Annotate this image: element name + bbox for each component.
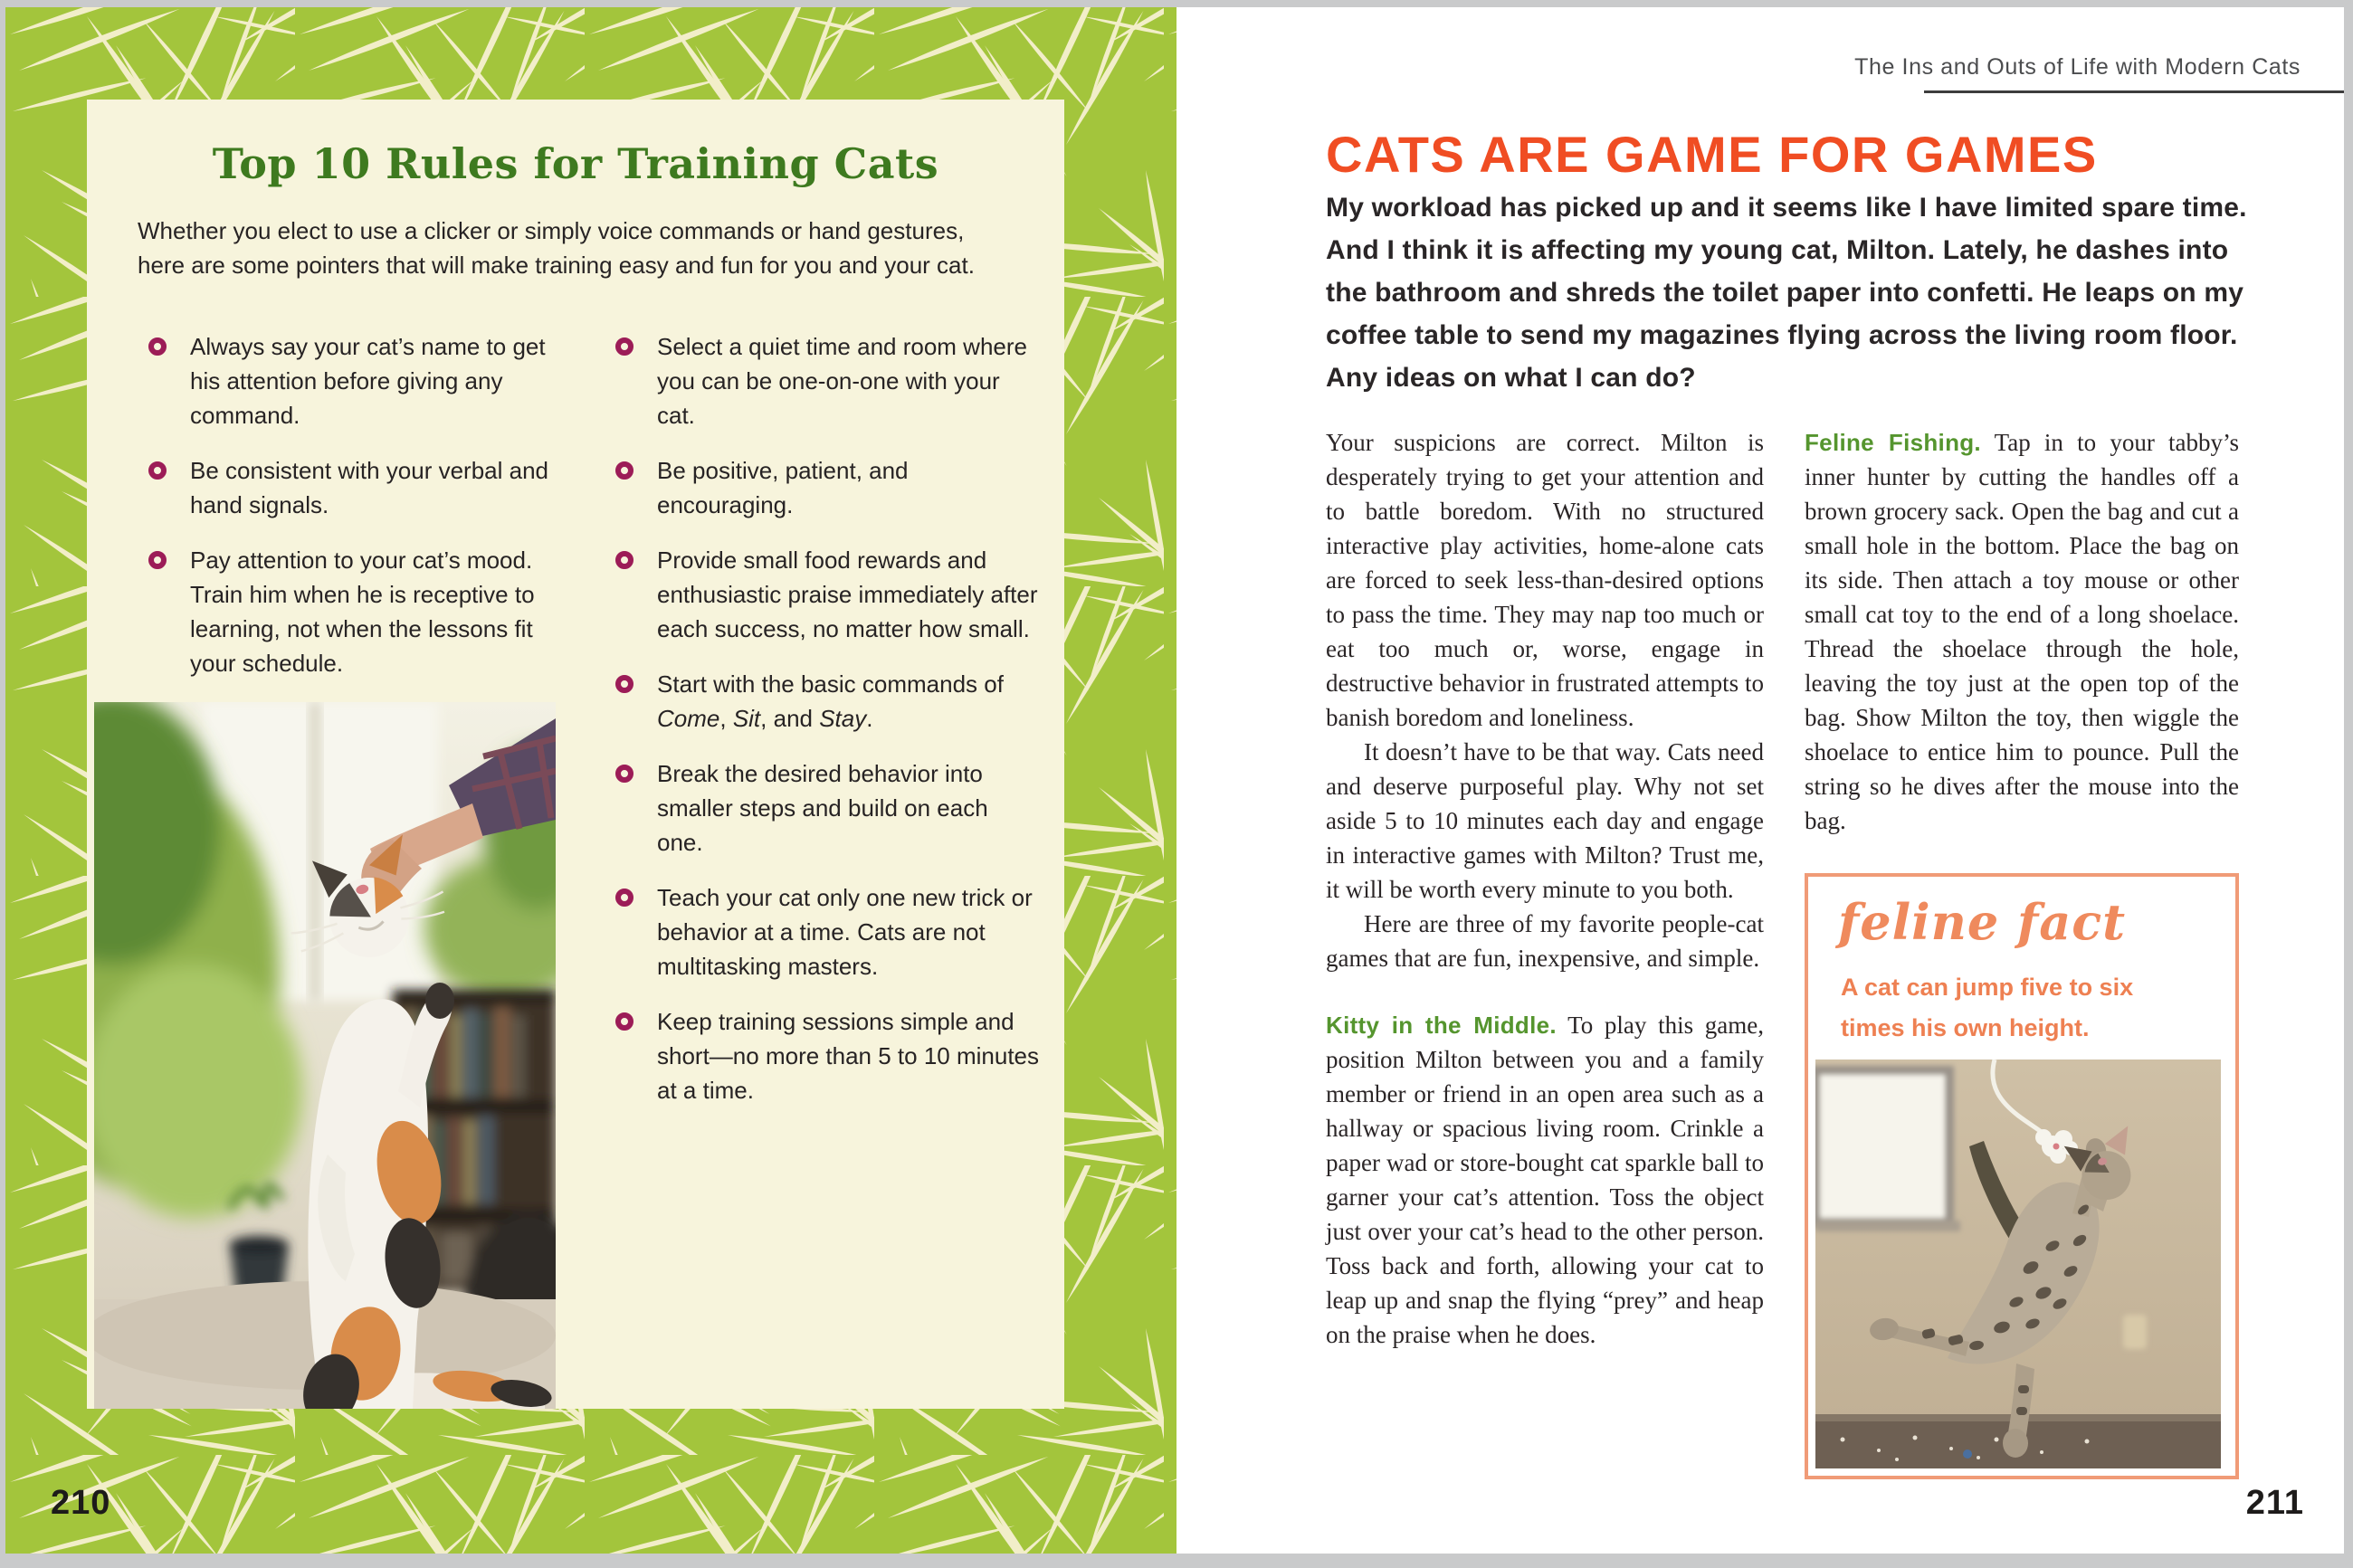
list-item: Keep training sessions simple and short—no more than 5 to 10 minutes at a time. — [615, 1004, 1039, 1107]
section-heading: CATS ARE GAME FOR GAMES — [1326, 126, 2098, 183]
answer-column-2 — [1805, 425, 2239, 838]
left-page — [5, 7, 1176, 1554]
game-paragraph: Feline Fishing. Tap in to your tabby’s inner hunter by cutting the handles off a brown grocery sack. Open the bag and cut a small hole in the bottom. Place the bag on its side. Then attach a toy mouse or other small cat toy to the end of a long shoelace. Thread the shoelace through the hole, leaving the toy just at the open top of the bag. Show Milton the toy, then wiggle the shoelace to entice him to pounce. Pull the string so he dives after the mouse into the bag. — [1805, 429, 2239, 834]
bullet-icon — [615, 337, 634, 356]
jumping-cat-photo — [1815, 1060, 2221, 1468]
bullet-icon — [148, 551, 167, 569]
bullet-icon — [148, 461, 167, 480]
right-page — [1176, 7, 2344, 1554]
bullet-icon — [615, 461, 634, 480]
cat-training-photo — [94, 702, 556, 1409]
answer-paragraph: Your suspicions are correct. Milton is desperately trying to get your attention and to battle boredom. With no structured interactive play activities, home-alone cats are forced to seek less-than-desired options to pass the time. They may nap too much or eat too much or, worse, engage in destructive behavior in frustrated attempts to banish boredom and loneliness. — [1326, 429, 1764, 731]
panel-intro: Whether you elect to use a clicker or simply voice commands or hand gestures, here are some pointers that will make training easy and fun for you and your cat. — [138, 217, 975, 279]
game-paragraph: Kitty in the Middle. To play this game, position Milton between you and a family member or friend in an open area such as a hallway or spacious living room. Crinkle a paper wad or store-bought cat sparkle ball to garner your cat’s attention. Toss the object just over your cat’s head to the other person. Toss back and forth, allowing your cat to leap up and snap the flying “prey” and heap on the praise when he does. — [1326, 1012, 1765, 1348]
bullet-icon — [615, 675, 634, 693]
running-head: The Ins and Outs of Life with Modern Cats — [1854, 54, 2301, 80]
answer-paragraph: Here are three of my favorite people-cat games that are fun, inexpensive, and simple. — [1326, 910, 1764, 972]
training-rules-panel — [87, 100, 1064, 1409]
panel-title: Top 10 Rules for Training Cats — [212, 139, 939, 188]
answer-column-1 — [1326, 425, 1764, 1352]
feline-fact-title: feline fact — [1838, 893, 2127, 951]
list-item: Teach your cat only one new trick or behavior at a time. Cats are not multitasking masters. — [615, 880, 1039, 984]
book-spread — [5, 7, 2344, 1554]
list-item: Select a quiet time and room where you can be one-on-one with your cat. — [615, 329, 1039, 432]
bullet-list-left — [148, 329, 563, 701]
bullet-icon — [615, 1012, 634, 1031]
feline-fact-text: A cat can jump five to six times his own height. — [1841, 974, 2134, 1041]
list-item: Be positive, patient, and encouraging. — [615, 453, 1039, 522]
game-lead-in: Kitty in the Middle. — [1326, 1012, 1557, 1039]
game-lead-in: Feline Fishing. — [1805, 429, 1981, 456]
bullet-list-right — [615, 329, 1039, 1128]
bullet-icon — [615, 765, 634, 783]
feline-fact-box — [1805, 873, 2239, 1479]
list-item: Always say your cat’s name to get his attention before giving any command. — [148, 329, 563, 432]
page-number-left: 210 — [51, 1484, 111, 1522]
page-number-right: 211 — [2245, 1484, 2304, 1522]
bullet-icon — [615, 889, 634, 907]
list-item: Pay attention to your cat’s mood. Train him when he is receptive to learning, not when the lessons fit your schedule. — [148, 543, 563, 680]
reader-question: My workload has picked up and it seems like I have limited spare time. And I think it is affecting my young cat, Milton. Lately, he dashes into the bathroom and shreds the toilet paper into confetti. He leaps on my coffee table to send my magazines flying across the living room floor. Any ideas on what I can do? — [1326, 193, 2247, 393]
list-item: Provide small food rewards and enthusiastic praise immediately after each success, no matter how small. — [615, 543, 1039, 646]
running-head-rule — [1924, 90, 2344, 93]
list-item: Break the desired behavior into smaller steps and build on each one. — [615, 756, 1039, 860]
bullet-icon — [615, 551, 634, 569]
bullet-icon — [148, 337, 167, 356]
answer-paragraph: It doesn’t have to be that way. Cats need and deserve purposeful play. Why not set aside 5 to 10 minutes each day and engage in interactive games with Milton? Trust me, it will be worth every minute to you both. — [1326, 738, 1764, 903]
list-item: Start with the basic commands of Come, Sit, and Stay. — [615, 667, 1039, 736]
list-item: Be consistent with your verbal and hand signals. — [148, 453, 563, 522]
